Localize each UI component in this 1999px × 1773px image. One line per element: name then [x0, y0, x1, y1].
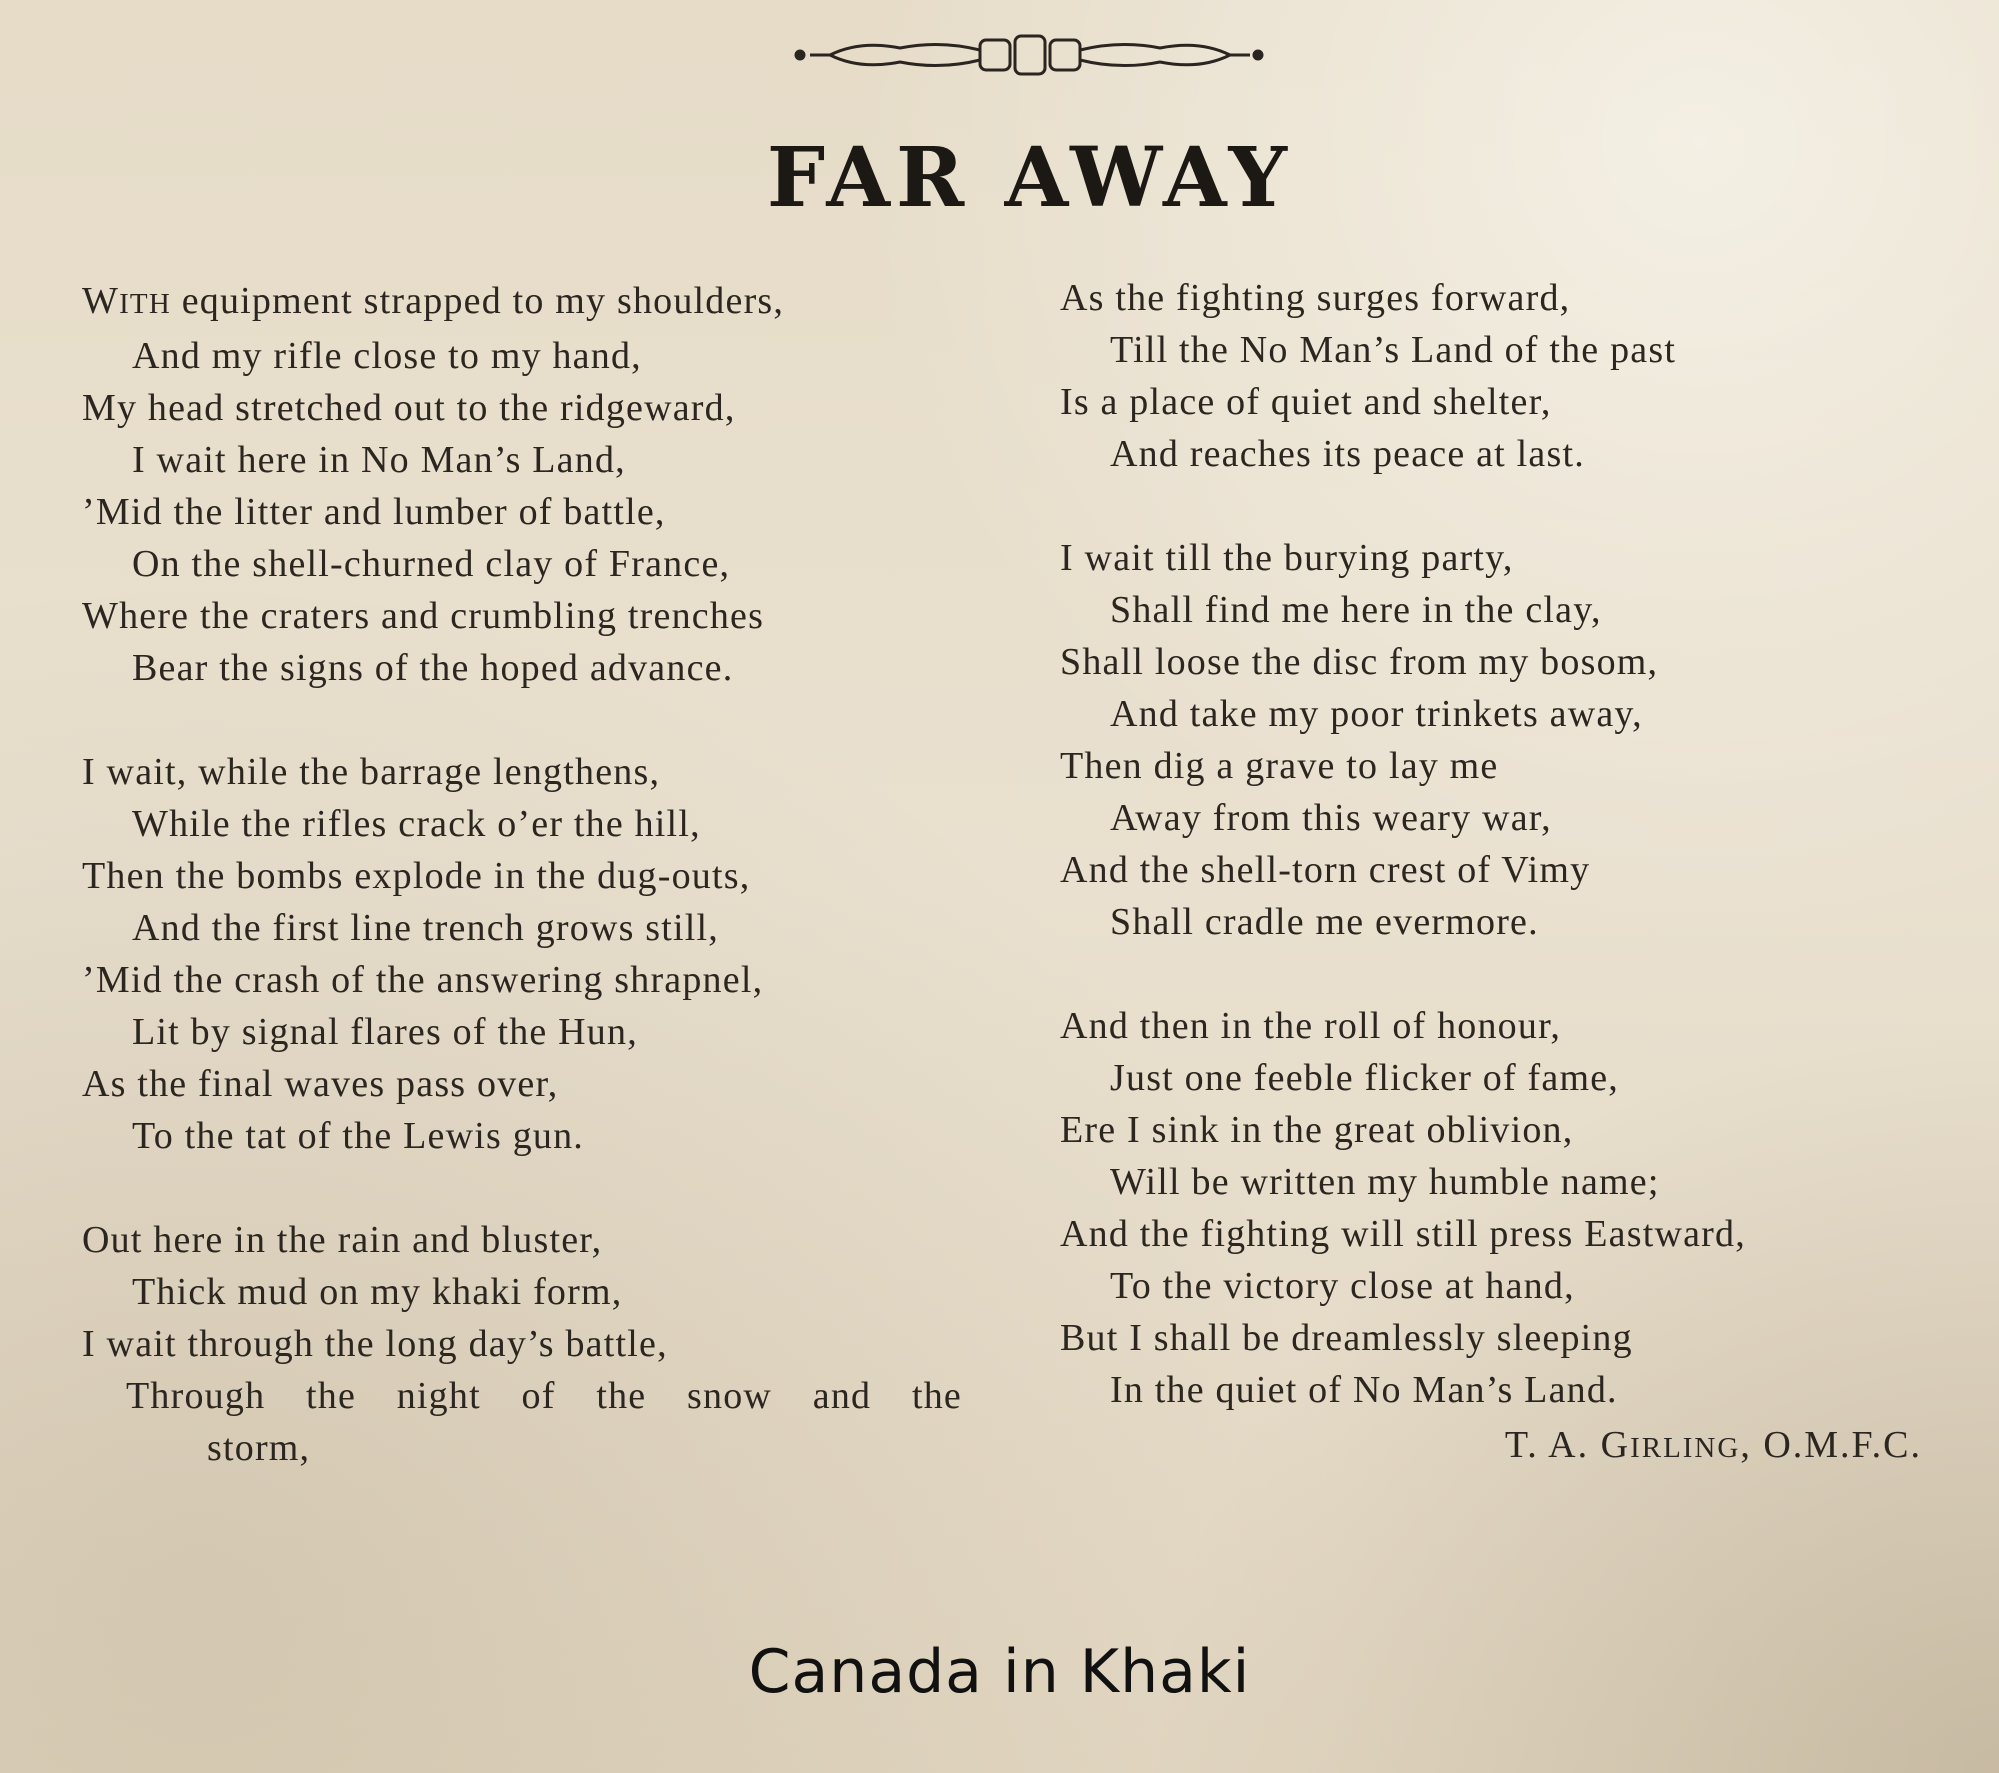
- left-column: [82, 275, 1012, 1474]
- stanza-break: [1060, 948, 1940, 1000]
- poem-word: Through: [126, 1375, 266, 1417]
- poem-line: I wait till the burying party,: [1060, 537, 1514, 579]
- poem-line: My head stretched out to the ridgeward,: [82, 387, 736, 429]
- poem-line: Shall loose the disc from my bosom,: [1060, 641, 1659, 683]
- poem-line: I wait, while the barrage lengthens,: [82, 751, 661, 793]
- poem-line-first-word: WITH: [82, 280, 171, 322]
- poem-line: I wait here in No Man’s Land,: [132, 439, 626, 481]
- poem-line: To the tat of the Lewis gun.: [132, 1115, 585, 1157]
- poem-word: the: [305, 1375, 357, 1417]
- poem-line: [82, 275, 1012, 330]
- signature-surname: IRLING: [1630, 1432, 1741, 1464]
- poem-line: Lit by signal flares of the Hun,: [132, 1011, 638, 1053]
- decorative-ornament-icon: [790, 30, 1270, 80]
- signature-suffix: , O.M.F.C.: [1740, 1424, 1922, 1466]
- poem-line: Then the bombs explode in the dug-outs,: [82, 855, 751, 897]
- poem-word: the: [596, 1375, 647, 1417]
- poem-line: And the first line trench grows still,: [132, 907, 720, 949]
- poem-line: And the fighting will still press Eastward,: [1060, 1213, 1746, 1255]
- poem-line: And my rifle close to my hand,: [132, 335, 642, 377]
- poem-line: Just one feeble flicker of fame,: [1110, 1057, 1619, 1099]
- poem-line: Is a place of quiet and shelter,: [1060, 381, 1552, 423]
- stanza-break: [82, 694, 1012, 746]
- poem-line: As the final waves pass over,: [82, 1063, 559, 1105]
- right-column: [1060, 272, 1940, 1416]
- poem-line: In the quiet of No Man’s Land.: [1110, 1369, 1618, 1411]
- poem-line: Thick mud on my khaki form,: [132, 1271, 623, 1313]
- watermark-text: Canada in Khaki: [748, 1637, 1251, 1707]
- poem-line: While the rifles crack o’er the hill,: [132, 803, 701, 845]
- poem-line: ’Mid the crash of the answering shrapnel,: [82, 959, 764, 1001]
- poem-line: Then dig a grave to lay me: [1060, 745, 1499, 787]
- poem-line-rest: equipment strapped to my shoulders,: [171, 280, 785, 322]
- poem-line: Shall find me here in the clay,: [1110, 589, 1602, 631]
- author-signature: [1505, 1423, 1922, 1467]
- poem-word: of: [521, 1375, 556, 1417]
- poem-word: and: [812, 1375, 872, 1417]
- poem-line: And the shell-torn crest of Vimy: [1060, 849, 1591, 891]
- poem-line: Bear the signs of the hoped advance.: [132, 647, 734, 689]
- poem-line: And then in the roll of honour,: [1060, 1005, 1562, 1047]
- poem-line: Out here in the rain and bluster,: [82, 1219, 603, 1261]
- poem-word: snow: [687, 1375, 773, 1417]
- poem-line: Ere I sink in the great oblivion,: [1060, 1109, 1574, 1151]
- poem-word: night: [396, 1375, 481, 1417]
- poem-line: [82, 1370, 962, 1422]
- poem-line: storm,: [207, 1427, 311, 1469]
- poem-word: the: [911, 1375, 962, 1417]
- poem-line: Away from this weary war,: [1110, 797, 1552, 839]
- poem-line: But I shall be dreamlessly sleeping: [1060, 1317, 1633, 1359]
- poem-line: Will be written my humble name;: [1110, 1161, 1660, 1203]
- stanza-break: [82, 1162, 1012, 1214]
- poem-line: Shall cradle me evermore.: [1110, 901, 1539, 943]
- poem-line: And take my poor trinkets away,: [1110, 693, 1643, 735]
- poem-line: And reaches its peace at last.: [1110, 433, 1585, 475]
- poem-line: I wait through the long day’s battle,: [82, 1323, 668, 1365]
- poem-line: To the victory close at hand,: [1110, 1265, 1575, 1307]
- poem-line: ’Mid the litter and lumber of battle,: [82, 491, 666, 533]
- poem-line: On the shell-churned clay of France,: [132, 543, 731, 585]
- poem-title: FAR AWAY: [766, 130, 1294, 226]
- stanza-break: [1060, 480, 1940, 532]
- poem-line: As the fighting surges forward,: [1060, 277, 1571, 319]
- signature-initials: T. A. G: [1504, 1424, 1631, 1466]
- poem-line: Till the No Man’s Land of the past: [1110, 329, 1677, 371]
- poem-line: Where the craters and crumbling trenches: [82, 595, 765, 637]
